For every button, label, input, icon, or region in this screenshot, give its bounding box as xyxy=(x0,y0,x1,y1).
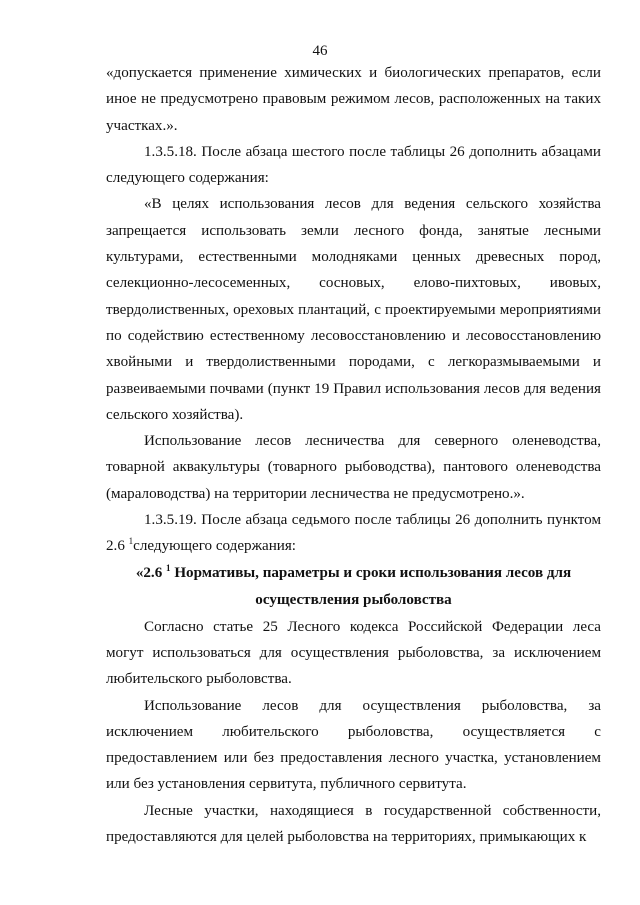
superscript-number: 1 xyxy=(128,536,134,547)
heading-line-2: осуществления рыболовства xyxy=(255,591,452,608)
paragraph-reindeer-aquaculture: Использование лесов лесничества для северного оленеводства, товарной аквакультуры (товарного рыбоводства), пантового оленеводства (мараловодства) на территории лесничества не предусмотрено.». xyxy=(106,433,601,502)
paragraph-1-3-5-19-text: 1.3.5.19. После абзаца седьмого после таблицы 26 дополнить пунктом 2.6 xyxy=(106,512,601,555)
paragraph-state-property: Лесные участки, находящиеся в государственной собственности, предоставляются для целей рыболовства на территориях, примыкающих к xyxy=(106,802,601,846)
page-number: 46 xyxy=(312,43,328,59)
paragraph-quote-end: «допускается применение химических и биологических препаратов, если иное не предусмотрено правовым режимом лесов, расположенных на таких участках.». xyxy=(106,65,601,134)
paragraph-1-3-5-18: 1.3.5.18. После абзаца шестого после таблицы 26 дополнить абзацами следующего содержания: xyxy=(106,143,601,187)
text-block xyxy=(106,60,601,850)
paragraph-agriculture-restriction: «В целях использования лесов для ведения сельского хозяйства запрещается использовать земли лесного фонда, занятые лесными культурами, естественными молодняками ценных древесных пород, селекционно-лесосеменных, сосновых, елово-пихтовых, ивовых, твердолиственных, ореховых плантаций, с проектируемыми мероприятиями по содействию естественному лесовосстановлению и лесовосстановлению хвойными и твердолиственными породами, с легкоразмываемыми и развеиваемыми почвами (пункт 19 Правил использования лесов для ведения сельского хозяйства). xyxy=(106,196,601,423)
heading-number: «2.6 xyxy=(135,564,163,581)
paragraph-1-3-5-19 xyxy=(106,507,601,560)
heading-line-1: Нормативы, параметры и сроки использования лесов для xyxy=(174,564,572,581)
heading-superscript: 1 xyxy=(166,562,171,573)
paragraph-forest-code-article: Согласно статье 25 Лесного кодекса Российской Федерации леса могут использоваться для осуществления рыболовства, за исключением любительского рыболовства. xyxy=(106,618,601,688)
section-heading xyxy=(106,560,601,614)
paragraph-1-3-5-19-tail: следующего содержания: xyxy=(133,538,297,555)
paragraph-fishing-use: Использование лесов для осуществления рыболовства, за исключением любительского рыболовства, осуществляется с предоставлением или без предоставления лесного участка, установлением или без установления сервитута, публичного сервитута. xyxy=(106,697,601,793)
